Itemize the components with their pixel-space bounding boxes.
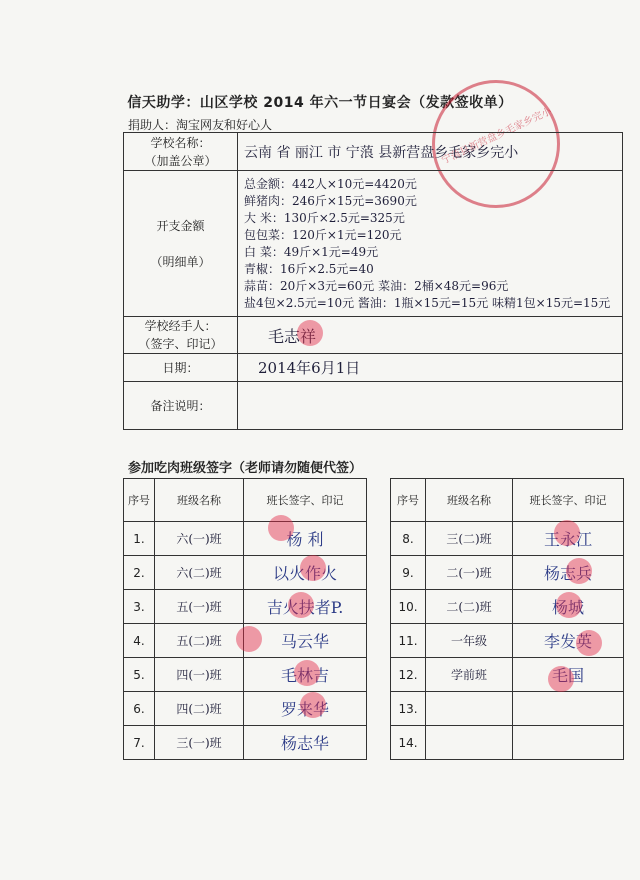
fingerprint-stamp [556,592,582,618]
expense-label-line1: 开支金额 [156,218,205,233]
row-no: 13. [391,692,426,726]
col-header-class: 班级名称 [426,479,513,522]
school-label-line2: （加盖公章） [144,153,217,168]
row-class: 四(二)班 [155,692,244,726]
row-sign: 马云华 [244,624,367,658]
fingerprint-stamp [236,626,262,652]
school-label-line1: 学校名称： [150,135,211,150]
table-row [391,658,624,692]
row-sign: 吉火扶者P. [244,590,367,624]
table-row [124,726,367,760]
row-no: 4. [124,624,155,658]
row-class: 四(一)班 [155,658,244,692]
row-no: 1. [124,522,155,556]
row-sign: 罗来华 [244,692,367,726]
expense-line: 青椒：16斤×2.5元=40 [244,261,374,276]
row-sign: 杨 利 [244,522,367,556]
fingerprint-stamp [294,660,320,686]
row-no: 14. [391,726,426,760]
row-no: 7. [124,726,155,760]
table-row [124,556,367,590]
fingerprint-stamp [554,520,580,546]
row-class [426,726,513,760]
row-sign [513,726,624,760]
row-no: 12. [391,658,426,692]
document-title: 信天助学：山区学校 2014 年六一节日宴会（发款签收单） [127,95,513,111]
row-class: 六(一)班 [155,522,244,556]
handler-label-line1: 学校经手人： [144,319,217,333]
col-header-class: 班级名称 [155,479,244,522]
table-row [124,692,367,726]
row-no: 6. [124,692,155,726]
donor-line: 捐助人：淘宝网友和好心人 [128,118,273,132]
remark-label: 备注说明： [124,382,238,430]
row-sign: 王永江 [513,522,624,556]
col-header-sign: 班长签字、印记 [513,479,624,522]
row-no: 5. [124,658,155,692]
expense-line: 鲜猪肉：246斤×15元=3690元 [244,193,417,208]
row-class: 五(二)班 [155,624,244,658]
expense-line: 包包菜：120斤×1元=120元 [244,227,402,242]
table-row [124,590,367,624]
expense-label-line2: （明细单） [150,254,211,269]
remark-value [238,382,623,430]
row-class: 六(二)班 [155,556,244,590]
row-no: 9. [391,556,426,590]
col-header-no: 序号 [124,479,155,522]
fingerprint-stamp [300,555,326,581]
row-sign: 杨志华 [244,726,367,760]
col-header-sign: 班长签字、印记 [244,479,367,522]
row-class: 三(一)班 [155,726,244,760]
school-name-value: 云南 省 丽江 市 宁蒗 县新营盘乡毛家乡完小 [238,133,623,171]
fingerprint-stamp [300,692,326,718]
row-no: 8. [391,522,426,556]
handler-signature: 毛志祥 [238,317,623,354]
row-class: 二(二)班 [426,590,513,624]
row-class: 二(一)班 [426,556,513,590]
row-class: 三(二)班 [426,522,513,556]
table-row [391,692,624,726]
fingerprint-stamp [297,320,323,346]
expense-detail [238,171,623,317]
row-sign: 杨城 [513,590,624,624]
row-no: 2. [124,556,155,590]
fingerprint-stamp [268,515,294,541]
fingerprint-stamp [576,630,602,656]
right-signature-table [390,478,624,760]
expense-line: 大 米：130斤×2.5元=325元 [244,210,405,225]
row-no: 10. [391,590,426,624]
handler-label [124,317,238,354]
row-sign: 杨志兵 [513,556,624,590]
seal-text: 宁蒗县新营盘乡毛家乡完小 [440,105,554,167]
row-no: 3. [124,590,155,624]
info-table [123,132,623,430]
table-row [391,726,624,760]
left-signature-table [123,478,367,760]
expense-label [124,171,238,317]
row-sign: 毛国 [513,658,624,692]
table-row [391,590,624,624]
row-sign: 李发英 [513,624,624,658]
expense-line: 蒜苗：20斤×3元=60元 菜油：2桶×48元=96元 [244,278,509,293]
row-no: 11. [391,624,426,658]
row-sign [513,692,624,726]
date-label: 日期： [124,354,238,382]
expense-line: 盐4包×2.5元=10元 酱油：1瓶×15元=15元 味精1包×15元=15元 [244,295,611,310]
row-sign: 毛林吉 [244,658,367,692]
expense-line: 总金额：442人×10元=4420元 [244,176,417,191]
table-row [124,522,367,556]
fingerprint-stamp [548,666,574,692]
fingerprint-stamp [288,592,314,618]
row-class: 五(一)班 [155,590,244,624]
handler-label-line2: （签字、印记） [138,337,223,351]
row-class [426,692,513,726]
expense-line: 白 菜：49斤×1元=49元 [244,244,379,259]
row-class: 学前班 [426,658,513,692]
date-value: 2014年6月1日 [238,354,623,382]
school-name-label [124,133,238,171]
section-title-class-signatures: 参加吃肉班级签字（老师请勿随便代签） [128,461,363,476]
row-class: 一年级 [426,624,513,658]
table-row [124,658,367,692]
fingerprint-stamp [566,558,592,584]
col-header-no: 序号 [391,479,426,522]
row-sign: 以火作火 [244,556,367,590]
table-row [391,522,624,556]
